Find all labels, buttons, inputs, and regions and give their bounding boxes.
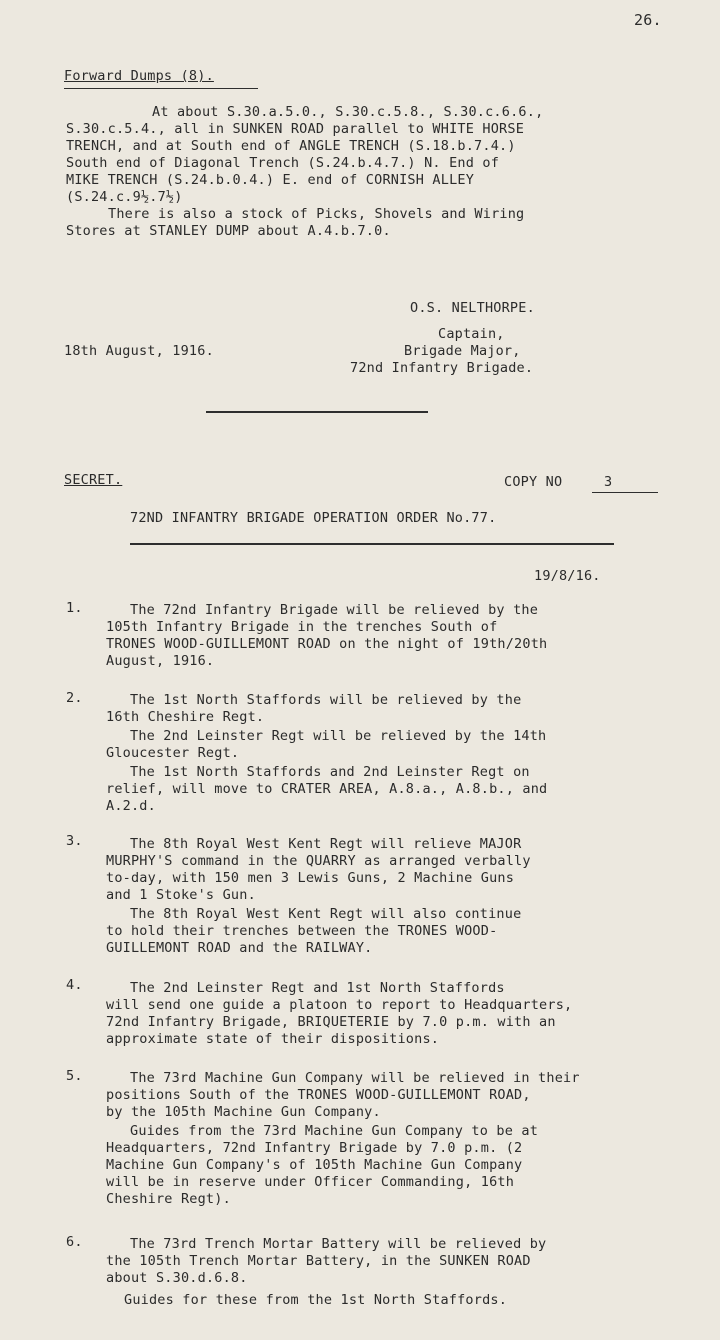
item-line: The 2nd Leinster Regt and 1st North Staffords xyxy=(130,980,505,996)
item-line: the 105th Trench Mortar Battery, in the SUNKEN ROAD xyxy=(106,1253,531,1269)
signature-unit: 72nd Infantry Brigade. xyxy=(350,360,534,376)
item-line: The 8th Royal West Kent Regt will relieve MAJOR xyxy=(130,836,522,852)
item-line: The 1st North Staffords and 2nd Leinster Regt on xyxy=(130,764,530,780)
forward-dumps-line: TRENCH, and at South end of ANGLE TRENCH (S.18.b.7.4.) xyxy=(66,138,516,154)
item-line: to hold their trenches between the TRONES WOOD- xyxy=(106,923,498,939)
item-line: 72nd Infantry Brigade, BRIQUETERIE by 7.0 p.m. with an xyxy=(106,1014,556,1030)
item-line: by the 105th Machine Gun Company. xyxy=(106,1104,381,1120)
copy-label: COPY NO xyxy=(504,474,563,490)
section-divider xyxy=(206,411,428,413)
forward-dumps-line: At about S.30.a.5.0., S.30.c.5.8., S.30.c.6.6., xyxy=(152,104,544,120)
forward-dumps-line: South end of Diagonal Trench (S.24.b.4.7.) N. End of xyxy=(66,155,500,171)
item-line: The 2nd Leinster Regt will be relieved by the 14th xyxy=(130,728,547,744)
item-line: Gloucester Regt. xyxy=(106,745,240,761)
item-line: positions South of the TRONES WOOD-GUILLEMONT ROAD, xyxy=(106,1087,531,1103)
item-line: MURPHY'S command in the QUARRY as arranged verbally xyxy=(106,853,531,869)
item-line: Guides for these from the 1st North Staffords. xyxy=(124,1292,508,1308)
item-line: Headquarters, 72nd Infantry Brigade by 7.0 p.m. (2 xyxy=(106,1140,523,1156)
item-number: 5. xyxy=(66,1068,83,1084)
item-line: Guides from the 73rd Machine Gun Company to be at xyxy=(130,1123,539,1139)
item-line: GUILLEMONT ROAD and the RAILWAY. xyxy=(106,940,373,956)
copy-number-underline xyxy=(592,492,658,493)
order-date: 19/8/16. xyxy=(534,568,601,584)
order-title: 72ND INFANTRY BRIGADE OPERATION ORDER No.77. xyxy=(130,510,497,526)
item-line: 16th Cheshire Regt. xyxy=(106,709,265,725)
signature-role: Brigade Major, xyxy=(404,343,521,359)
item-line: about S.30.d.6.8. xyxy=(106,1270,248,1286)
item-number: 1. xyxy=(66,600,83,616)
signature-name: O.S. NELTHORPE. xyxy=(410,300,535,316)
title-rule xyxy=(130,543,614,545)
item-number: 2. xyxy=(66,690,83,706)
item-line: A.2.d. xyxy=(106,798,156,814)
forward-dumps-line: (S.24.c.9½.7½) xyxy=(66,189,183,205)
item-line: to-day, with 150 men 3 Lewis Guns, 2 Machine Guns xyxy=(106,870,515,886)
item-line: Machine Gun Company's of 105th Machine Gun Company xyxy=(106,1157,523,1173)
item-line: The 8th Royal West Kent Regt will also continue xyxy=(130,906,522,922)
signature-rank: Captain, xyxy=(438,326,505,342)
item-line: relief, will move to CRATER AREA, A.8.a., A.8.b., and xyxy=(106,781,548,797)
item-line: approximate state of their dispositions. xyxy=(106,1031,440,1047)
forward-dumps-line: Stores at STANLEY DUMP about A.4.b.7.0. xyxy=(66,223,391,239)
forward-dumps-heading: Forward Dumps (8). xyxy=(64,68,214,84)
item-line: 105th Infantry Brigade in the trenches South of xyxy=(106,619,498,635)
item-line: Cheshire Regt). xyxy=(106,1191,231,1207)
item-line: The 72nd Infantry Brigade will be relieved by the xyxy=(130,602,539,618)
secret-label: SECRET. xyxy=(64,472,123,488)
copy-number: 3 xyxy=(604,474,613,490)
item-line: will be in reserve under Officer Commanding, 16th xyxy=(106,1174,515,1190)
item-line: will send one guide a platoon to report to Headquarters, xyxy=(106,997,573,1013)
signature-date: 18th August, 1916. xyxy=(64,343,214,359)
item-line: and 1 Stoke's Gun. xyxy=(106,887,256,903)
item-number: 3. xyxy=(66,833,83,849)
page-number: 26. xyxy=(634,11,662,29)
heading-underline xyxy=(64,88,258,89)
item-line: TRONES WOOD-GUILLEMONT ROAD on the night of 19th/20th xyxy=(106,636,548,652)
item-line: The 73rd Machine Gun Company will be relieved in their xyxy=(130,1070,580,1086)
item-number: 6. xyxy=(66,1234,83,1250)
forward-dumps-line: There is also a stock of Picks, Shovels and Wiring xyxy=(108,206,525,222)
forward-dumps-line: S.30.c.5.4., all in SUNKEN ROAD parallel to WHITE HORSE xyxy=(66,121,525,137)
item-number: 4. xyxy=(66,977,83,993)
item-line: The 1st North Staffords will be relieved by the xyxy=(130,692,522,708)
item-line: August, 1916. xyxy=(106,653,215,669)
forward-dumps-line: MIKE TRENCH (S.24.b.0.4.) E. end of CORNISH ALLEY xyxy=(66,172,475,188)
item-line: The 73rd Trench Mortar Battery will be relieved by xyxy=(130,1236,547,1252)
